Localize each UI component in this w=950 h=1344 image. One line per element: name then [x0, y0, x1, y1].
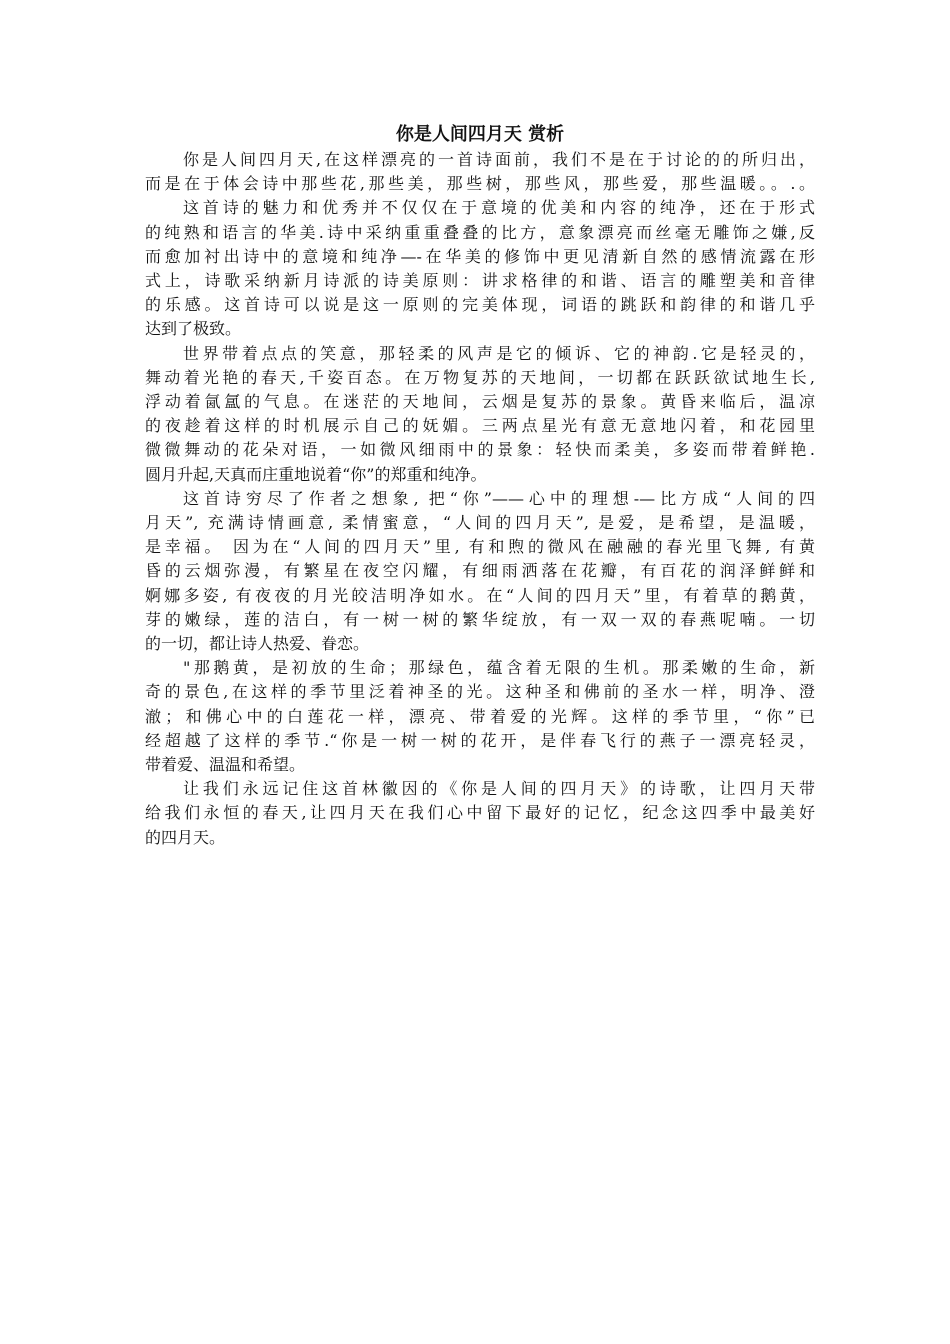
paragraph-line: 的纯熟和语言的华美.诗中采纳重重叠叠的比方，意象漂亮而丝毫无雕饰之嫌,反 [145, 222, 815, 242]
paragraph-1 [145, 148, 815, 196]
paragraph-line: 的夜趁着这样的时机展示自己的妩媚。三两点星光有意无意地闪着，和花园里 [145, 416, 815, 436]
document-body [145, 122, 815, 850]
paragraph-line: 的四月天。 [145, 827, 226, 847]
paragraph-line: 昏的云烟弥漫，有繁星在夜空闪耀，有细雨洒落在花瓣，有百花的润泽鲜鲜和 [145, 561, 815, 581]
paragraph-line: 而愈加衬出诗中的意境和纯净—-在华美的修饰中更见清新自然的感情流露在形 [145, 246, 815, 266]
paragraph-line: 微微舞动的花朵对语，一如微风细雨中的景象：轻快而柔美，多姿而带着鲜艳. [145, 440, 815, 460]
paragraph-line: 经超越了这样的季节.“你是一树一树的花开，是伴春飞行的燕子一漂亮轻灵， [145, 730, 815, 750]
paragraph-3 [145, 342, 815, 487]
paragraph-line: 奇的景色,在这样的季节里泛着神圣的光。这种圣和佛前的圣水一样，明净、澄 [145, 682, 815, 702]
paragraph-line: 式上，诗歌采纳新月诗派的诗美原则：讲求格律的和谐、语言的雕塑美和音律 [145, 271, 815, 291]
paragraph-2 [145, 196, 815, 341]
paragraph-line: 婀娜多姿, 有夜夜的月光皎洁明净如水。在“人间的四月天”里，有着草的鹅黄， [145, 585, 815, 605]
paragraph-line: 芽的嫩绿，莲的洁白，有一树一树的繁华绽放，有一双一双的春燕呢喃。一切 [145, 609, 815, 629]
paragraph-6 [145, 777, 815, 850]
paragraph-4 [145, 487, 815, 656]
paragraph-line: 带着爱、温温和希望。 [145, 755, 306, 775]
document-title: 你是人间四月天 赏析 [395, 124, 565, 145]
paragraph-line: 舞动着光艳的春天,千姿百态。在万物复苏的天地间，一切都在跃跃欲试地生长, [145, 367, 815, 387]
paragraph-line: 澈；和佛心中的白莲花一样，漂亮、带着爱的光辉。这样的季节里，“你”已 [145, 706, 815, 726]
paragraph-line: 这首诗的魅力和优秀并不仅仅在于意境的优美和内容的纯净，还在于形式 [183, 198, 815, 218]
paragraph-line: 而是在于体会诗中那些花,那些美，那些树，那些风，那些爱，那些温暖。。.。 [145, 174, 815, 194]
paragraph-line: 浮动着氤氲的气息。在迷茫的天地间，云烟是复苏的景象。黄昏来临后，温凉 [145, 392, 815, 412]
paragraph-5 [145, 656, 815, 777]
paragraph-line: 达到了极致。 [145, 319, 242, 339]
paragraph-line: 让我们永远记住这首林徽因的《你是人间的四月天》的诗歌，让四月天带 [183, 779, 815, 799]
paragraph-line: 给我们永恒的春天,让四月天在我们心中留下最好的记忆，纪念这四季中最美好 [145, 803, 815, 823]
paragraph-line: 这首诗穷尽了作者之想象, 把“你”——心中的理想-—比方成“人间的四 [183, 488, 815, 508]
paragraph-line: 的乐感。这首诗可以说是这一原则的完美体现，词语的跳跃和韵律的和谐几乎 [145, 295, 815, 315]
paragraph-line: 是幸福。 因为在“人间的四月天”里, 有和煦的微风在融融的春光里飞舞, 有黄 [145, 537, 815, 557]
paragraph-line: "那鹅黄，是初放的生命；那绿色，蕴含着无限的生机。那柔嫩的生命，新 [183, 658, 815, 678]
paragraph-line: 你是人间四月天,在这样漂亮的一首诗面前，我们不是在于讨论的的所归出， [183, 150, 815, 169]
paragraph-line: 月天”, 充满诗情画意, 柔情蜜意，“人间的四月天”, 是爱，是希望，是温暖， [145, 513, 815, 533]
paragraph-line: 世界带着点点的笑意，那轻柔的风声是它的倾诉、它的神韵.它是轻灵的， [183, 343, 815, 363]
paragraph-line: 圆月升起,天真而庄重地说着“你”的郑重和纯净。 [145, 464, 487, 484]
paragraph-line: 的一切，都让诗人热爱、眷恋。 [145, 634, 370, 654]
